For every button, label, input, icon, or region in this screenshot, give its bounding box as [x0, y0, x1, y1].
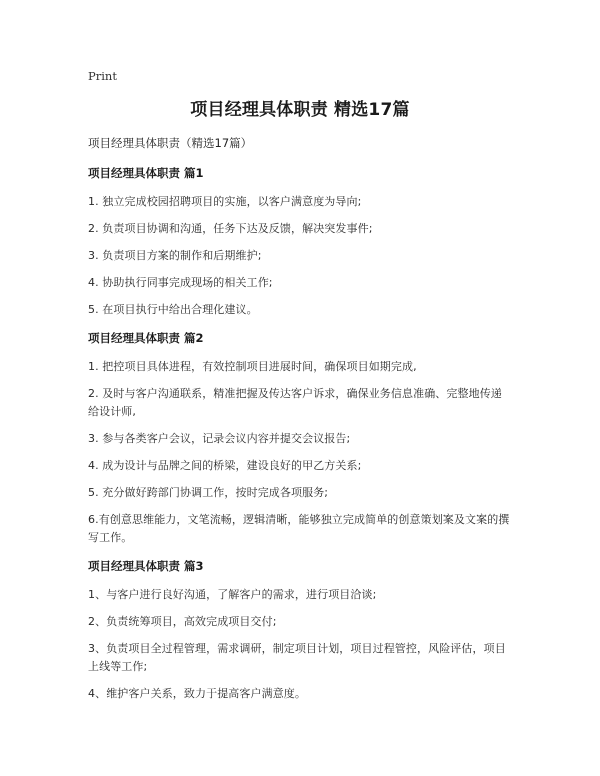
list-item: 5. 在项目执行中给出合理化建议。 — [88, 303, 258, 316]
list-item: 4. 成为设计与品牌之间的桥梁，建设良好的甲乙方关系; — [88, 459, 362, 472]
list-item: 3. 负责项目方案的制作和后期维护; — [88, 249, 262, 262]
list-item: 3、负责项目全过程管理，需求调研，制定项目计划，项目过程管控，风险评估，项目上线等工作; — [88, 642, 506, 673]
list-item: 4. 协助执行同事完成现场的相关工作; — [88, 276, 273, 289]
list-item: 5. 充分做好跨部门协调工作，按时完成各项服务; — [88, 486, 329, 499]
list-item: 2. 及时与客户沟通联系，精准把握及传达客户诉求，确保业务信息准确、完整地传递给设计师, — [88, 387, 502, 418]
print-label: Print — [88, 69, 117, 83]
section-heading: 项目经理具体职责 篇2 — [88, 331, 204, 345]
list-item: 6.有创意思维能力，文笔流畅，逻辑清晰，能够独立完成简单的创意策划案及文案的撰写工作。 — [88, 513, 510, 544]
list-item: 1、与客户进行良好沟通，了解客户的需求，进行项目洽谈; — [88, 588, 377, 601]
section-2 — [88, 329, 512, 547]
section-heading: 项目经理具体职责 篇3 — [88, 559, 204, 573]
list-item: 2、负责统筹项目，高效完成项目交付; — [88, 615, 277, 628]
list-item: 1. 把控项目具体进程，有效控制项目进展时间，确保项目如期完成, — [88, 360, 417, 373]
list-item: 1. 独立完成校园招聘项目的实施，以客户满意度为导向; — [88, 195, 362, 208]
section-heading: 项目经理具体职责 篇1 — [88, 166, 204, 180]
list-item: 2. 负责项目协调和沟通，任务下达及反馈，解决突发事件; — [88, 222, 373, 235]
list-item: 3. 参与各类客户会议，记录会议内容并提交会议报告; — [88, 432, 351, 445]
document-subtitle: 项目经理具体职责（精选17篇） — [88, 136, 253, 150]
section-1 — [88, 164, 512, 319]
list-item: 4、维护客户关系，致力于提高客户满意度。 — [88, 687, 306, 700]
page-title: 项目经理具体职责 精选17篇 — [190, 100, 410, 120]
section-3 — [88, 557, 512, 703]
